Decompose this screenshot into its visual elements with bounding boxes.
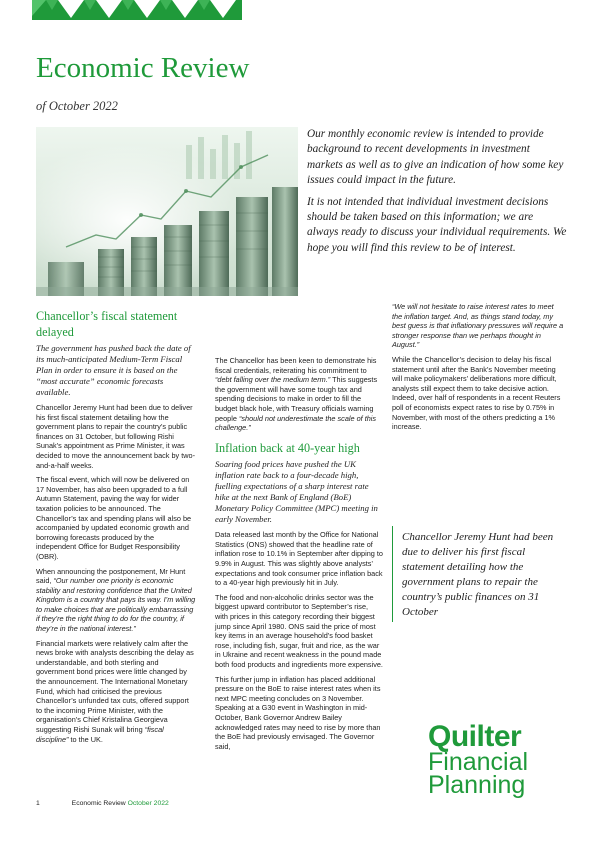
body-paragraph: This further jump in inflation has placed additional pressure on the BoE to raise interest rates when its next MPC meeting concludes on 3 November. Speaking at a G30 event in Washington in mid-October, Bank Governor Andrew Bailey acknowledged rates may need to rise by more than the BoE had previously envisaged. The Governor said, — [215, 674, 381, 751]
article-column-2 — [215, 302, 383, 756]
article-column-1 — [36, 309, 196, 749]
body-text: When announcing the postponement, Mr Hunt said, — [36, 566, 186, 586]
body-text: The Chancellor has been keen to demonstrate his fiscal credentials, reiterating his commitment to — [215, 356, 377, 375]
document-title: Economic Review — [36, 52, 250, 84]
quote-text: “We will not hesitate to raise interest rates to meet the inflation target. And, as things stand today, my best guess is that inflationary pressures will require a stronger response than we perhaps thought in August.” — [392, 302, 564, 350]
quote-text: “debt falling over the medium term.” — [215, 375, 331, 385]
body-paragraph — [36, 567, 196, 634]
page-footer — [36, 800, 169, 807]
intro-paragraph: Our monthly economic review is intended to provide background to recent developments in investment markets as well as to give an indication of how some key issues could impact in the future. — [307, 128, 564, 187]
logo-line-2: Financial — [428, 747, 529, 776]
logo-line-1: Quilter — [428, 720, 522, 753]
body-paragraph — [36, 639, 196, 745]
pull-quote: Chancellor Jeremy Hunt had been due to deliver his first fiscal statement detailing how the government plans to repair the country’s public finances on 31 October — [392, 526, 564, 622]
body-text: This suggests the government will have some tough tax and spending decisions to make in order to fill the budget black hole, with Treasury officials warning people — [215, 375, 378, 423]
footer-publication: Economic Review — [71, 800, 126, 807]
intro-paragraph: It is not intended that individual investment decisions should be taken based on this information; we are always ready to discuss your individual requirements. We hope you will find this review to be of interest. — [307, 195, 567, 254]
body-paragraph: Data released last month by the Office for National Statistics (ONS) showed that the headline rate of inflation rose to 10.1% in September after dipping to 9.9% in August. This was slightly above analysts’ expectations and took consumer price inflation back to a 40-year high previously hit in July. — [215, 530, 383, 588]
body-paragraph: Chancellor Jeremy Hunt had been due to deliver his first fiscal statement detailing how the government plans to repair the country’s public finances on 31 October, but following Rishi Sunak’s appointment as Prime Minister, it was decided to move the announcement back by two-and-a-half weeks. — [36, 403, 196, 470]
body-text: to the UK. — [68, 734, 103, 744]
quote-text: “fiscal discipline” — [36, 725, 164, 744]
body-paragraph — [392, 302, 564, 350]
article-column-3 — [392, 302, 564, 437]
body-paragraph: The food and non-alcoholic drinks sector was the biggest upward contributor to September’s rise, with prices in this category recording their biggest jump since April 1980. ONS said the price of most key items in an average household’s food basket rose, including fish, sugar, fruit and rice, as the war in Ukraine and recent weakness in the pound made both food products and ingredients more expensive. — [215, 592, 383, 669]
decorative-triangle-strip — [32, 0, 242, 20]
page-number: 1 — [36, 800, 40, 807]
section-standfirst: Soaring food prices have pushed the UK inflation rate back to a four-decade high, fuelling expectations of a sharp interest rate hike at the next Bank of England (BoE) Monetary Policy Committee (MPC) meeting in early November. — [215, 459, 378, 525]
logo-line-3: Planning — [428, 771, 526, 800]
quote-text: “Our number one priority is economic stability and restoring confidence that the United Kingdom is a country that pays its way. I’m willing to make choices that are politically embarrassing if they’re the right thing to do for the country, if they’re in the national interest.” — [36, 576, 196, 634]
footer-date: October 2022 — [127, 800, 169, 807]
coins-growth-image — [36, 127, 298, 296]
quilter-logo — [428, 720, 529, 800]
section-heading-fiscal: Chancellor’s fiscal statement delayed — [36, 309, 178, 339]
section-standfirst: The government has pushed back the date of its much-anticipated Medium-Term Fiscal Plan in order to ensure it is based on the “most accurate” economic forecasts available. — [36, 343, 191, 397]
body-paragraph: The fiscal event, which will now be delivered on 17 November, has also been upgraded to a full Autumn Statement, paving the way for wider taxation policies to be announced. The Chancellor’s tax and spending plans will also be accompanied by updated economic growth and borrowing forecasts produced by the independent Office for Budget Responsibility (OBR). — [36, 475, 192, 561]
section-heading-inflation: Inflation back at 40-year high — [215, 440, 360, 455]
body-text: Financial markets were relatively calm after the news broke with analysts describing the delay as understandable, and both sterling and government bond prices were little changed by the announcement. The International Monetary Fund, which had criticised the previous Chancellor’s unfunded tax cuts, offered support to the incoming Prime Minister, with the organisation’s Chief Kristalina Georgieva suggesting Rishi Sunak will bring — [36, 638, 194, 734]
document-date: of October 2022 — [36, 99, 118, 113]
body-paragraph — [215, 356, 383, 433]
body-paragraph: While the Chancellor’s decision to delay his fiscal statement until after the Bank’s November meeting will make policymakers’ deliberations more difficult, analysts still expect them to take decisive action. Indeed, over half of respondents in a recent Reuters poll of economists expect rates to rise by 0.75% in November, with most of the others predicting a 1% increase. — [392, 354, 561, 432]
intro-text — [307, 127, 567, 262]
quote-text: “should not underestimate the scale of this challenge.” — [215, 413, 377, 433]
